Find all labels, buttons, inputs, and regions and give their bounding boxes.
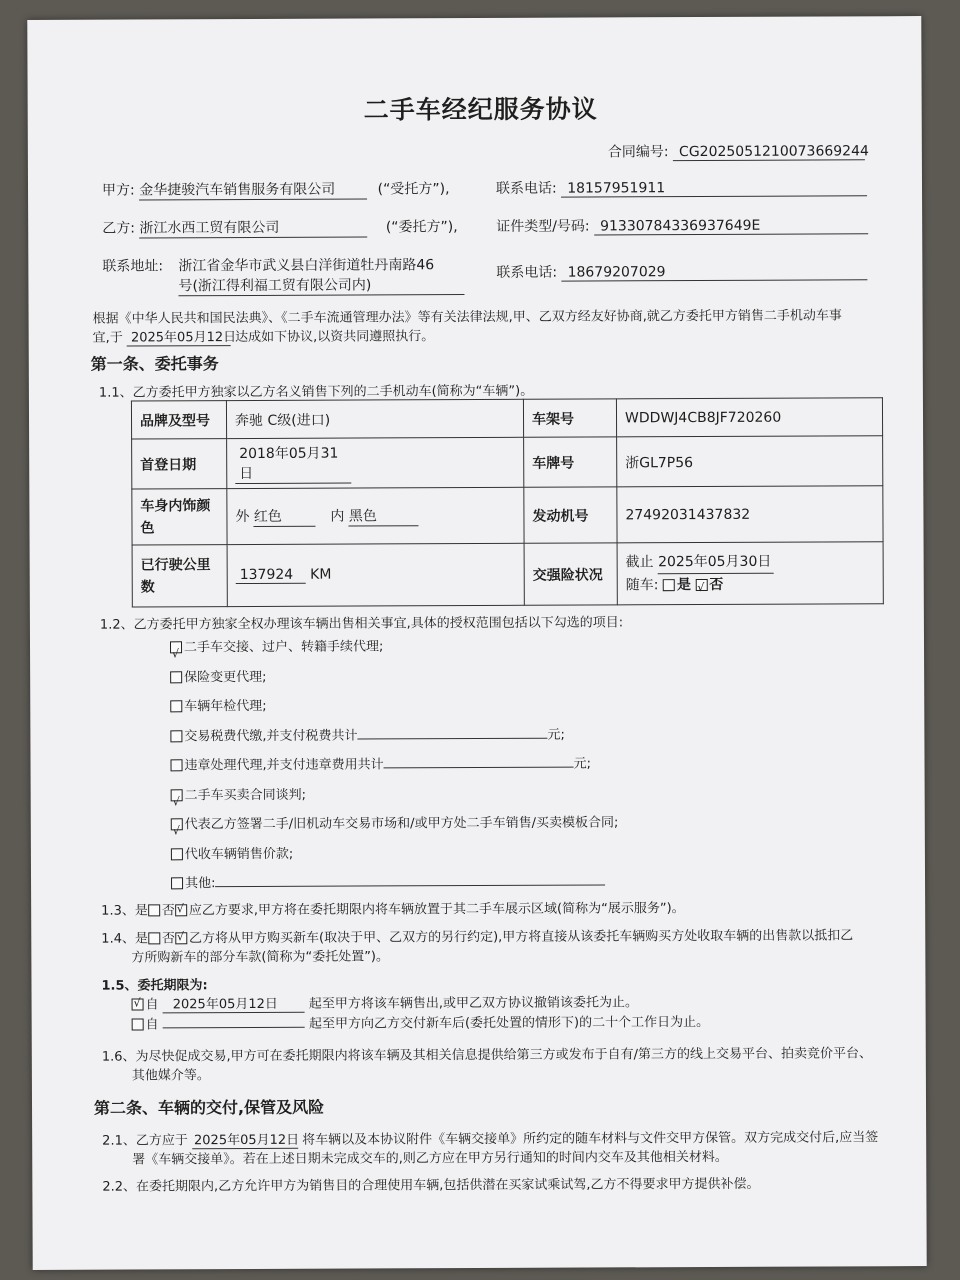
- color-label: 车身内饰颜色: [132, 489, 227, 545]
- exterior-color: 红色: [254, 506, 316, 527]
- contract-number: 合同编号: CG2025051210073669244: [607, 143, 869, 161]
- option-checkbox[interactable]: [170, 671, 182, 683]
- address-line1: 浙江省金华市武义县白洋街道牡丹南路46: [178, 257, 435, 275]
- option-tax: 交易税费代缴,并支付税费共计 元;: [170, 720, 618, 751]
- authorization-options: [170, 631, 619, 898]
- insurance-no-checkbox[interactable]: [695, 579, 707, 591]
- term-date-field[interactable]: [163, 1027, 305, 1029]
- intro-line1: 根据《中华人民共和国民法典》、《二手车流通管理办法》等有关法律法规,甲、乙双方经友好协商,就乙方委托甲方销售二手机动车事: [92, 308, 842, 327]
- reg-date-label: 首登日期: [132, 439, 227, 489]
- option-checkbox[interactable]: [170, 730, 182, 742]
- clause-2-1: 2.1、乙方应于 2025年05月12日 将车辆以及本协议附件《车辆交接单》所约定的随车材料与文件交甲方保管。双方完成交付后,应当签: [102, 1130, 879, 1149]
- term-option-2: 自 起至甲方向乙方交付新车后(委托处置的情形下)的二十个工作日为止。: [132, 1011, 710, 1033]
- clause-2-1-line2: 署《车辆交接单》。若在上述日期未完成交车的,则乙方应在甲方另行通知的时间内交车及其他相关材料。: [132, 1149, 728, 1168]
- option-checkbox[interactable]: [170, 700, 182, 712]
- option-sign-contract: √代表乙方签署二手/旧机动车交易市场和/或甲方处二手车销售/买卖模板合同;: [171, 808, 619, 839]
- term-option-2-checkbox[interactable]: [132, 1018, 144, 1030]
- brand-value: 奔驰 C级(进口): [226, 399, 523, 438]
- intro-line2: 宜,于 2025年05月12日 达成如下协议,以资共同遵照执行。: [93, 325, 435, 346]
- engine-label: 发动机号: [524, 487, 617, 543]
- clause-1-2: 1.2、乙方委托甲方独家全权办理该车辆出售相关事宜,具体的授权范围包括以下勾选的项目:: [99, 615, 624, 633]
- interior-color: 黑色: [349, 505, 419, 526]
- display-no-checkbox[interactable]: [175, 904, 187, 916]
- clause-1-4: 1.4、是 否√ 乙方将从甲方购买新车(取决于甲、乙双方的另行约定),甲方将直接从该委托车辆购买方处收取车辆的出售款以抵扣乙: [101, 924, 853, 946]
- party-a-name: 金华捷骏汽车销售服务有限公司: [139, 178, 367, 200]
- document-title: 二手车经纪服务协议: [363, 94, 598, 125]
- address-label: 联系地址:: [102, 258, 164, 275]
- vehicle-table: [131, 397, 884, 607]
- insurance-label: 交强险状况: [524, 543, 617, 605]
- clause-1-1: 1.1、乙方委托甲方独家以乙方名义销售下列的二手机动车(简称为“车辆”)。: [98, 383, 534, 401]
- disposal-yes-checkbox[interactable]: [148, 932, 160, 944]
- vin-value: WDDWJ4CB8JF720260: [616, 398, 882, 437]
- plate-value: 浙GL7P56: [617, 436, 883, 487]
- clause-1-6-line1: 1.6、为尽快促成交易,甲方可在委托期限内将该车辆及其相关信息提供给第三方或发布于自有/第三方的线上交易平台、拍卖竞价平台、: [101, 1046, 873, 1065]
- option-handover: √二手车交接、过户、转籍手续代理;: [170, 631, 618, 662]
- mileage-value: 137924 KM: [227, 543, 524, 606]
- contract-page: [27, 16, 926, 1270]
- clause-1-6-line2: 其他媒介等。: [131, 1068, 210, 1084]
- display-yes-checkbox[interactable]: [148, 904, 160, 916]
- party-b-phone: 联系电话: 18679207029: [496, 260, 867, 282]
- option-other: 其他:: [171, 867, 619, 898]
- clause-2-2: 2.2、在委托期限内,乙方允许甲方为销售目的合理使用车辆,包括供潜在买家试乘试驾,乙方不得要求甲方提供补偿。: [102, 1176, 760, 1195]
- engine-value: 27492031437832: [617, 486, 883, 543]
- option-checkbox[interactable]: [171, 877, 183, 889]
- option-checkbox[interactable]: [171, 759, 183, 771]
- party-b: 乙方: 浙江水西工贸有限公司 (“委托方”),: [102, 216, 458, 239]
- option-checkbox[interactable]: [171, 818, 183, 830]
- vin-label: 车架号: [523, 399, 616, 437]
- clause-1-4-line2: 方所购新车的部分车款(简称为“委托处置”)。: [131, 949, 390, 966]
- option-checkbox[interactable]: [170, 641, 182, 653]
- insurance-yes-checkbox[interactable]: [663, 579, 675, 591]
- color-value: 外 红色 内 黑色: [227, 487, 524, 544]
- disposal-no-checkbox[interactable]: [175, 932, 187, 944]
- option-violation: 违章处理代理,并支付违章费用共计 元;: [170, 749, 618, 780]
- reg-date-value: 2018年05月31日: [227, 437, 524, 488]
- party-b-name: 浙江水西工贸有限公司: [139, 216, 367, 238]
- plate-label: 车牌号: [524, 437, 617, 487]
- address-line2: 号(浙江得利福工贸有限公司内): [178, 274, 464, 296]
- tax-amount-field[interactable]: [358, 737, 548, 739]
- mileage-label: 已行驶公里数: [132, 545, 227, 607]
- option-insurance: 保险变更代理;: [170, 661, 618, 692]
- section1-title: 第一条、委托事务: [90, 354, 219, 374]
- option-inspection: 车辆年检代理;: [170, 690, 618, 721]
- option-collect-payment: 代收车辆销售价款;: [171, 838, 619, 869]
- option-negotiation: √二手车买卖合同谈判;: [171, 779, 619, 810]
- term-option-1-checkbox[interactable]: [132, 998, 144, 1010]
- insurance-value: 截止 2025年05月30日 随车: 是 √ 否: [617, 542, 883, 605]
- party-b-id: 证件类型/号码: 91330784336937649E: [496, 214, 868, 236]
- violation-amount-field[interactable]: [384, 767, 574, 769]
- brand-label: 品牌及型号: [131, 401, 226, 439]
- other-field[interactable]: [215, 884, 605, 887]
- party-a-phone: 联系电话: 18157951911: [496, 176, 867, 198]
- clause-1-5-title: 1.5、委托期限为:: [101, 978, 208, 994]
- term-option-1: √自 2025年05月12日 起至甲方将该车辆售出,或甲乙双方协议撤销该委托为止。: [132, 991, 639, 1013]
- option-checkbox[interactable]: [171, 848, 183, 860]
- party-a: 甲方: 金华捷骏汽车销售服务有限公司 (“受托方”),: [102, 178, 450, 201]
- clause-1-3: 1.3、是 否√ 应乙方要求,甲方将在委托期限内将车辆放置于其二手车展示区域(简称为“展示服务”)。: [101, 897, 685, 919]
- contract-number-value: CG2025051210073669244: [673, 143, 865, 161]
- section2-title: 第二条、车辆的交付,保管及风险: [93, 1097, 325, 1118]
- option-checkbox[interactable]: [171, 789, 183, 801]
